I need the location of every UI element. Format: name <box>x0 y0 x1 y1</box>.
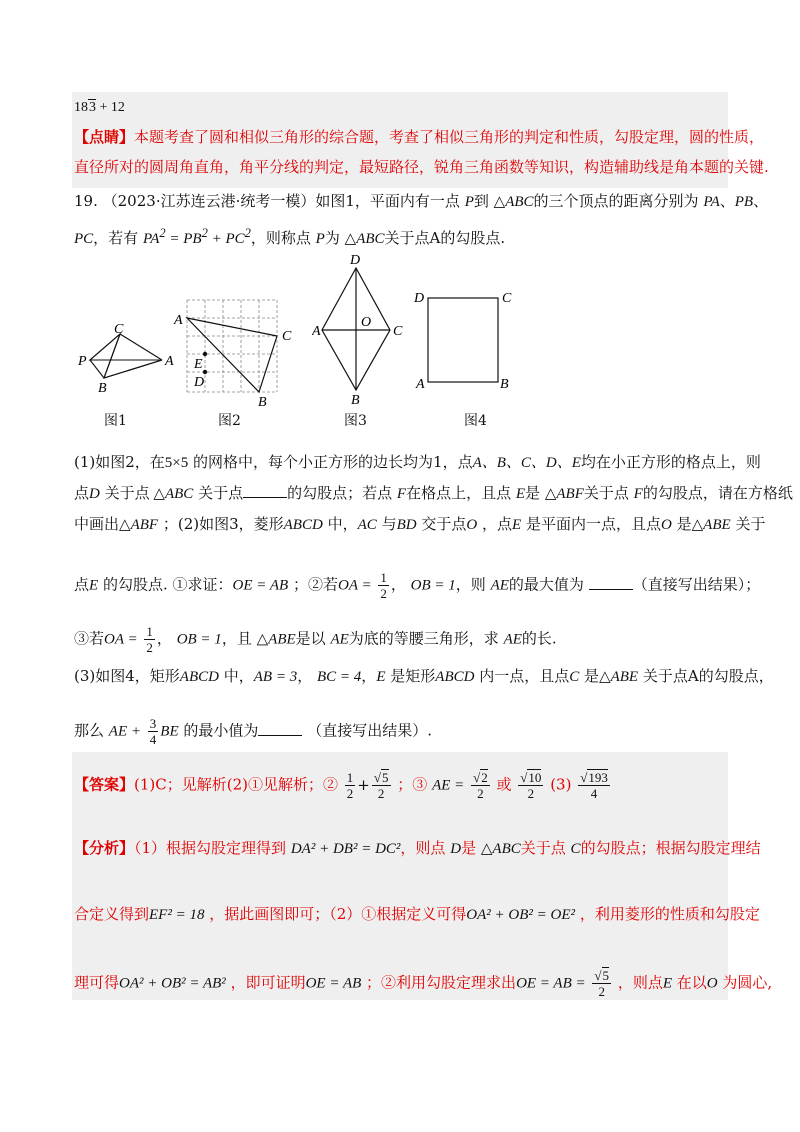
figure-4 <box>412 286 522 396</box>
comment-line-1: 【点睛】本题考查了圆和相似三角形的综合题，考查了相似三角形的判定和性质，勾股定理，圆的性质， <box>74 128 765 146</box>
fig3-label-o: O <box>361 315 372 330</box>
answer-line: 【答案】(1)C；见解析(2)①见解析；② $\frac{1}{2}$ + $\frac{√5}{2}$ ；③ AE = $\frac{√2}{2}$ 或 $\frac{√10}{2}$ (3) $\frac{√193}{4}$ <box>74 770 608 801</box>
fig2-point-e <box>203 352 207 356</box>
fig2-label-a: A <box>174 313 183 328</box>
fig4-label-a: A <box>416 377 425 392</box>
part2-line-1: 点E 的勾股点. ①求证：OE = AB ；②若OA = $\frac{1}{2}$ ， OB = 1，则 AE的最大值为 （直接写出结果）； <box>74 570 761 601</box>
figure-1 <box>74 320 184 400</box>
fig3-label-d: D <box>350 253 361 268</box>
answer-blank-2[interactable] <box>589 575 633 590</box>
comment-tag: 【点睛】 <box>74 128 135 146</box>
analysis-line-3: 理可得OA² + OB² = AB² ，即可证明OE = AB ；②利用勾股定理求出OE = AB = $\frac{√5}{2}$ ，则点E 在以O 为圆心, <box>74 968 773 999</box>
fig1-label-b: B <box>98 381 107 396</box>
problem-number: 19. <box>74 192 98 210</box>
fig2-label-d: D <box>194 375 205 390</box>
fig3-label-b: B <box>351 393 360 406</box>
answer-tag: 【答案】 <box>74 775 135 794</box>
fig2-label-e: E <box>194 357 203 372</box>
fig1-label-p: P <box>78 354 87 369</box>
fig3-caption: 图3 <box>344 413 367 429</box>
analysis-line-1: 【分析】（1）根据勾股定理得到 DA² + DB² = DC²，则点 D是 △ABC关于点 C的勾股点；根据勾股定理结 <box>74 839 761 857</box>
answer-blank-1[interactable] <box>243 483 287 498</box>
fig4-label-c: C <box>502 291 512 306</box>
fig1-label-a: A <box>165 354 174 369</box>
part3-line-2: 那么 AE + $\frac{3}{4}$ BE 的最小值为 （直接写出结果）. <box>74 716 432 747</box>
part2-line-2: ③若OA = $\frac{1}{2}$ ， OB = 1，且 △ABE是以 AE为底的等腰三角形，求 AE的长. <box>74 624 557 655</box>
part1-line-2: 点D 关于点 △ABC 关于点 的勾股点；若点 F在格点上，且点 E是 △ABF关于点 F的勾股点，请在方格纸 <box>74 484 793 502</box>
analysis-tag: 【分析】 <box>74 839 135 857</box>
fig2-point-d <box>203 370 207 374</box>
previous-result: 183 + 12 <box>74 100 125 115</box>
fig3-label-c: C <box>393 324 403 339</box>
part3-line-1: (3)如图4，矩形ABCD 中，AB = 3， BC = 4，E 是矩形ABCD 内一点，且点C 是△ABE 关于点A的勾股点， <box>74 667 774 685</box>
fig2-caption: 图2 <box>218 413 241 429</box>
figure-2 <box>172 292 302 410</box>
problem-intro-line-1: 19. （2023·江苏连云港·统考一模）如图1，平面内有一点 P到 △ABC的三个顶点的距离分别为 PA、PB、 <box>74 192 769 210</box>
fig1-label-c: C <box>114 322 124 337</box>
fig2-label-c: C <box>282 329 292 344</box>
comment-line-2: 直径所对的圆周角直角，角平分线的判定，最短路径，锐角三角函数等知识，构造辅助线是角本题的关键. <box>74 158 769 176</box>
fig1-caption: 图1 <box>104 413 127 429</box>
problem-intro-line-2: PC，若有 $PA^2 = PB^2 + PC^2$，则称点 P为 △ABC关于点A的勾股点. <box>74 226 506 247</box>
fig4-label-b: B <box>500 377 509 392</box>
fig3-label-a: A <box>312 324 321 339</box>
fig2-label-b: B <box>258 395 267 410</box>
part1-line-3: 中画出△ABF ；(2)如图3，菱形ABCD 中，AC 与BD 交于点O ，点E 是平面内一点，且点O 是△ABE 关于 <box>74 515 766 533</box>
figure-3 <box>312 250 412 406</box>
analysis-line-2: 合定义得到EF² = 18 ，据此画图即可；（2）①根据定义可得OA² + OB² = OE² ，利用菱形的性质和勾股定 <box>74 905 760 923</box>
part1-line-1: (1)如图2，在5×5 的网格中，每个小正方形的边长均为1，点A、B、C、D、E均在小正方形的格点上，则 <box>74 453 761 471</box>
fig4-label-d: D <box>414 291 425 306</box>
answer-blank-3[interactable] <box>258 721 302 736</box>
fig4-caption: 图4 <box>464 413 487 429</box>
